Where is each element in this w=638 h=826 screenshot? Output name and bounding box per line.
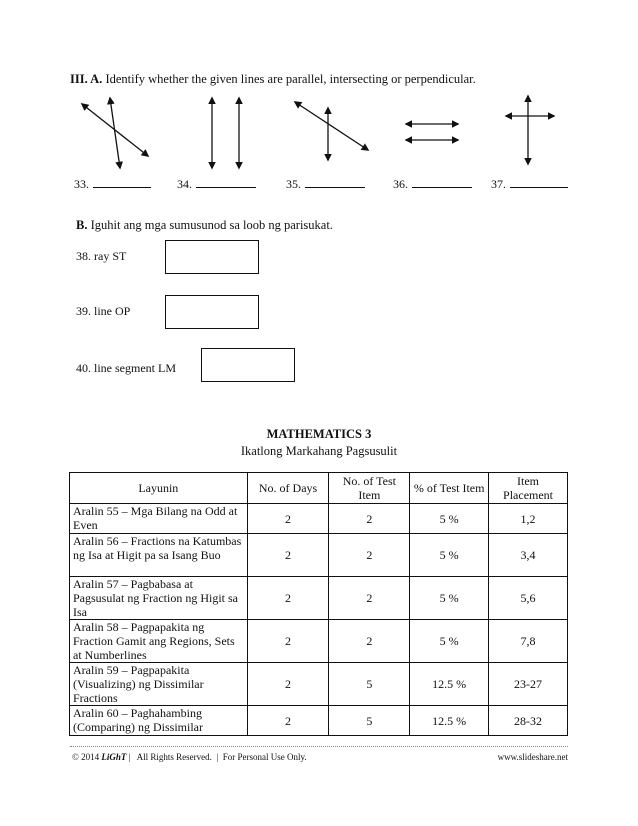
draw-box-38[interactable] [165, 240, 259, 274]
cell-items: 5 [329, 663, 410, 706]
cell-days: 2 [247, 706, 329, 736]
cell-days: 2 [247, 577, 329, 620]
document-title: MATHEMATICS 3 [266, 427, 372, 441]
cell-percent: 12.5 % [410, 663, 489, 706]
answer-blank[interactable] [510, 176, 568, 188]
figure-34-parallel-lines [212, 98, 239, 168]
cell-items: 5 [329, 706, 410, 736]
answer-33: 33. [74, 176, 151, 192]
cell-objective: Aralin 55 – Mga Bilang na Odd at Even [70, 504, 248, 534]
table-row [70, 577, 568, 620]
draw-box-40[interactable] [201, 348, 295, 382]
part-b-instruction: Iguhit ang mga sumusunod sa loob ng parisukat. [90, 218, 333, 232]
answer-blank[interactable] [412, 176, 472, 188]
cell-placement: 23-27 [489, 663, 568, 706]
cell-percent: 5 % [410, 577, 489, 620]
cell-percent: 5 % [410, 620, 489, 663]
table-row [70, 663, 568, 706]
cell-placement: 3,4 [489, 534, 568, 577]
table-row [70, 620, 568, 663]
part-b-label: B. [76, 218, 88, 232]
cell-objective: Aralin 59 – Pagpapakita (Visualizing) ng Dissimilar Fractions [70, 663, 248, 706]
footer-copyright [72, 752, 307, 762]
draw-box-39[interactable] [165, 295, 259, 329]
specification-table [69, 472, 568, 736]
cell-items: 2 [329, 620, 410, 663]
cell-placement: 28-32 [489, 706, 568, 736]
figure-37-perpendicular-lines [506, 96, 554, 164]
answer-36: 36. [393, 176, 472, 192]
header-placement: Item Placement [489, 473, 568, 504]
part-b-heading [76, 218, 333, 233]
copyright-prefix: © 2014 [72, 752, 100, 762]
cell-percent: 5 % [410, 534, 489, 577]
line-figures [70, 94, 570, 174]
cell-placement: 1,2 [489, 504, 568, 534]
header-test-items: No. of Test Item [329, 473, 410, 504]
cell-percent: 5 % [410, 504, 489, 534]
footer-rights: | All Rights Reserved. | For Personal Use Only. [128, 752, 307, 762]
table-row [70, 534, 568, 577]
part-a-label: III. A. [70, 72, 103, 86]
cell-days: 2 [247, 663, 329, 706]
figure-33-intersecting-lines [82, 98, 148, 168]
cell-days: 2 [247, 504, 329, 534]
figure-35-intersecting-lines [295, 102, 368, 160]
part-a-heading [70, 72, 476, 87]
cell-objective: Aralin 57 – Pagbabasa at Pagsusulat ng Fraction ng Higit sa Isa [70, 577, 248, 620]
answer-blank[interactable] [305, 176, 365, 188]
header-days: No. of Days [247, 473, 329, 504]
answer-34: 34. [177, 176, 256, 192]
footer-brand: LiGhT [101, 752, 127, 762]
answer-blank[interactable] [196, 176, 256, 188]
table-row [70, 706, 568, 736]
draw-item-38-label: 38. ray ST [76, 249, 127, 263]
answer-37: 37. [491, 176, 568, 192]
cell-objective: Aralin 58 – Pagpapakita ng Fraction Gamit ang Regions, Sets at Numberlines [70, 620, 248, 663]
cell-placement: 5,6 [489, 577, 568, 620]
footer-divider [70, 746, 568, 747]
table-header-row [70, 473, 568, 504]
header-percent: % of Test Item [410, 473, 489, 504]
cell-items: 2 [329, 577, 410, 620]
answer-35: 35. [286, 176, 365, 192]
cell-days: 2 [247, 620, 329, 663]
document-subtitle: Ikatlong Markahang Pagsusulit [240, 444, 398, 458]
cell-items: 2 [329, 504, 410, 534]
cell-days: 2 [247, 534, 329, 577]
cell-items: 2 [329, 534, 410, 577]
table-row [70, 504, 568, 534]
cell-objective: Aralin 56 – Fractions na Katumbas ng Isa at Higit pa sa Isang Buo [70, 534, 248, 577]
cell-objective: Aralin 60 – Paghahambing (Comparing) ng Dissimilar [70, 706, 248, 736]
figure-36-parallel-lines [406, 124, 458, 140]
cell-percent: 12.5 % [410, 706, 489, 736]
cell-placement: 7,8 [489, 620, 568, 663]
footer-site: www.slideshare.net [497, 752, 568, 762]
part-a-instruction: Identify whether the given lines are parallel, intersecting or perpendicular. [105, 72, 476, 86]
header-objective: Layunin [70, 473, 248, 504]
answer-blank[interactable] [93, 176, 151, 188]
draw-item-39-label: 39. line OP [76, 304, 131, 318]
draw-item-40-label: 40. line segment LM [76, 361, 176, 375]
